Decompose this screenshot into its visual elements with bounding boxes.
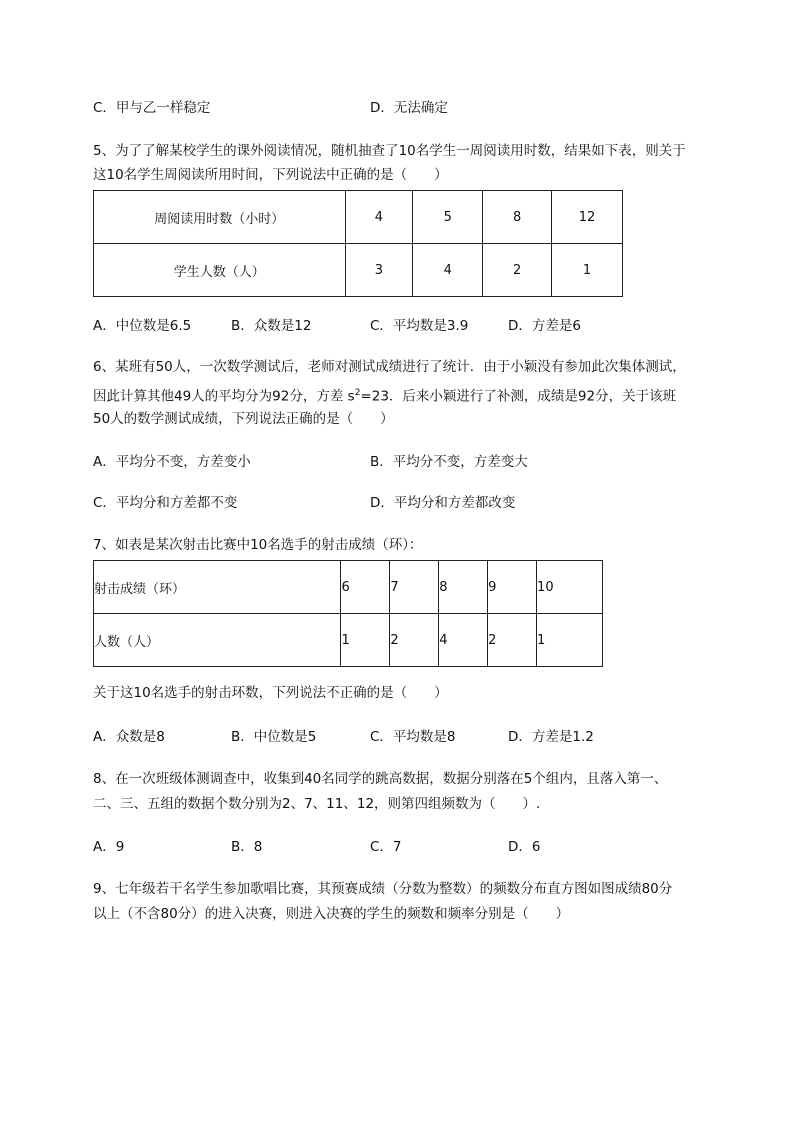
table-cell: 2 xyxy=(488,614,537,667)
q9-stem-line2: 以上（不含80分）的进入决赛，则进入决赛的学生的频数和频率分别是（ ） xyxy=(93,906,570,922)
table-cell: 7 xyxy=(390,561,439,614)
table-cell: 2 xyxy=(483,244,552,297)
table-cell: 12 xyxy=(552,191,623,244)
q7-option-a: A．众数是8 xyxy=(93,729,165,745)
table-cell: 5 xyxy=(413,191,483,244)
q6-stem-line2-a: 因此计算其他49人的平均分为92分，方差 s xyxy=(93,388,355,405)
q7-table-row-count xyxy=(94,614,603,667)
q8-option-c: C．7 xyxy=(370,839,402,855)
q6-option-a: A．平均分不变，方差变小 xyxy=(93,454,251,470)
q7-stem-line2: 关于这10名选手的射击环数，下列说法不正确的是（ ） xyxy=(93,685,448,701)
q7-stem-line1: 7、如表是某次射击比赛中10名选手的射击成绩（环）： xyxy=(93,537,423,553)
q5-option-d: D．方差是6 xyxy=(508,318,581,334)
table-cell: 1 xyxy=(537,614,603,667)
q5-option-c: C．平均数是3.9 xyxy=(370,318,469,334)
q5-table-row-hours xyxy=(94,191,623,244)
q8-stem-line2: 二、三、五组的数据个数分别为2、7、11、12，则第四组频数为（ ）. xyxy=(93,796,541,812)
q5-option-a: A．中位数是6.5 xyxy=(93,318,192,334)
q9-stem-line1: 9、七年级若干名学生参加歌唱比赛，其预赛成绩（分数为整数）的频数分布直方图如图成绩80分 xyxy=(93,881,673,897)
table-cell: 6 xyxy=(341,561,390,614)
q7-table xyxy=(93,560,603,667)
q5-table-header-hours: 周阅读用时数（小时） xyxy=(94,191,346,244)
q5-option-b: B．众数是12 xyxy=(231,318,312,334)
q7-table-row-score xyxy=(94,561,603,614)
table-cell: 8 xyxy=(439,561,488,614)
table-cell: 2 xyxy=(390,614,439,667)
q4-option-c: C．甲与乙一样稳定 xyxy=(93,100,211,116)
q8-option-d: D．6 xyxy=(508,839,541,855)
table-cell: 4 xyxy=(439,614,488,667)
q7-option-d: D．方差是1.2 xyxy=(508,729,594,745)
q7-table-header-score: 射击成绩（环） xyxy=(94,561,341,614)
table-cell: 9 xyxy=(488,561,537,614)
q7-table-header-count: 人数（人） xyxy=(94,614,341,667)
q5-stem-line1: 5、为了了解某校学生的课外阅读情况，随机抽查了10名学生一周阅读用时数，结果如下表，则关于 xyxy=(93,143,686,159)
q6-stem-line1: 6、某班有50人，一次数学测试后，老师对测试成绩进行了统计．由于小颖没有参加此次集体测试， xyxy=(93,359,686,375)
q6-option-d: D．平均分和方差都改变 xyxy=(370,495,516,511)
q6-option-c: C．平均分和方差都不变 xyxy=(93,495,238,511)
q8-option-a: A．9 xyxy=(93,839,125,855)
q6-stem-line3: 50人的数学测试成绩，下列说法正确的是（ ） xyxy=(93,411,394,427)
q6-stem-line2-b: =23．后来小颖进行了补测，成绩是92分，关于该班 xyxy=(360,388,677,405)
table-cell: 3 xyxy=(345,244,413,297)
table-cell: 1 xyxy=(552,244,623,297)
table-cell: 4 xyxy=(345,191,413,244)
q8-option-b: B．8 xyxy=(231,839,263,855)
q7-option-b: B．中位数是5 xyxy=(231,729,317,745)
q5-table-header-students: 学生人数（人） xyxy=(94,244,346,297)
q4-option-d: D．无法确定 xyxy=(370,100,448,116)
q8-stem-line1: 8、在一次班级体测调查中，收集到40名同学的跳高数据，数据分别落在5个组内，且落入第一、 xyxy=(93,771,668,787)
q6-stem-line2 xyxy=(93,384,676,406)
q7-option-c: C．平均数是8 xyxy=(370,729,456,745)
q5-stem-line2: 这10名学生周阅读所用时间，下列说法中正确的是（ ） xyxy=(93,167,448,183)
q6-option-b: B．平均分不变，方差变大 xyxy=(370,454,528,470)
q5-table-row-students xyxy=(94,244,623,297)
table-cell: 10 xyxy=(537,561,603,614)
q5-table xyxy=(93,190,623,297)
table-cell: 1 xyxy=(341,614,390,667)
table-cell: 4 xyxy=(413,244,483,297)
table-cell: 8 xyxy=(483,191,552,244)
q6-variance-exponent: 2 xyxy=(354,388,361,398)
